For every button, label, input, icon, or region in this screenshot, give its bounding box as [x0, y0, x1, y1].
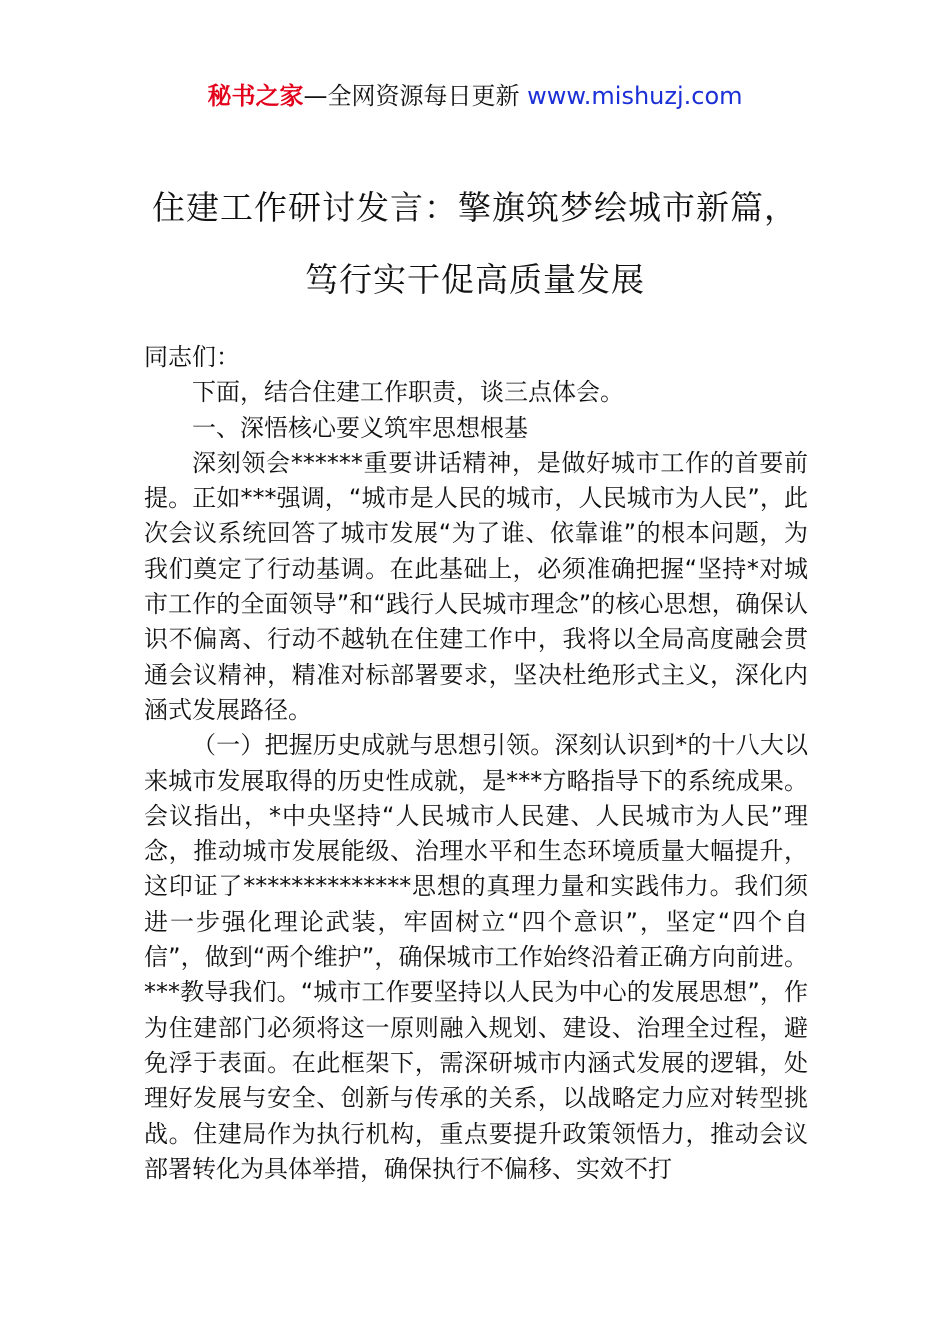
section-heading-1: 一、深悟核心要义筑牢思想根基 — [192, 413, 528, 442]
document-title — [60, 172, 890, 316]
header-slogan: —全网资源每日更新 — [303, 82, 528, 110]
brand-name: 秘书之家 — [207, 82, 304, 110]
title-line-2: 笃行实干促高质量发展 — [305, 260, 645, 299]
site-url-link[interactable]: www.mishuzj.com — [527, 82, 743, 110]
intro-paragraph: 下面，结合住建工作职责，谈三点体会。 — [192, 378, 624, 407]
body-paragraph-2: （一）把握历史成就与思想引领。深刻认识到*的十八大以来城市发展取得的历史性成就，是***方略指导下的系统成果。会议指出，*中央坚持“人民城市人民建、人民城市为人民”理念，推动城市发展能级、治理水平和生态环境质量大幅提升，这印证了**************思想的真理力量和实践伟力。我们须进一步强化理论武装，牢固树立“四个意识”，坚定“四个自信”，做到“两个维护”，确保城市工作始终沿着正确方向前进。***教导我们。“城市工作要坚持以人民为中心的发展思想”，作为住建部门必须将这一原则融入规划、建设、治理全过程，避免浮于表面。在此框架下，需深研城市内涵式发展的逻辑，处理好发展与安全、创新与传承的关系，以战略定力应对转型挑战。住建局作为执行机构，重点要提升政策领悟力，推动会议部署转化为具体举措，确保执行不偏移、实效不打 — [144, 731, 808, 1183]
title-line-1: 住建工作研讨发言：擎旗筑梦绘城市新篇， — [152, 188, 798, 227]
site-header — [0, 80, 950, 112]
document-body — [144, 340, 808, 1187]
body-paragraph-1: 深刻领会******重要讲话精神，是做好城市工作的首要前提。正如***强调，“城市是人民的城市，人民城市为人民”，此次会议系统回答了城市发展“为了谁、依靠谁”的根本问题，为我们奠定了行动基调。在此基础上，必须准确把握“坚持*对城市工作的全面领导”和“践行人民城市理念”的核心思想，确保认识不偏离、行动不越轨在住建工作中，我将以全局高度融会贯通会议精神，精准对标部署要求，坚决杜绝形式主义，深化内涵式发展路径。 — [144, 448, 808, 724]
salutation: 同志们： — [144, 343, 240, 371]
